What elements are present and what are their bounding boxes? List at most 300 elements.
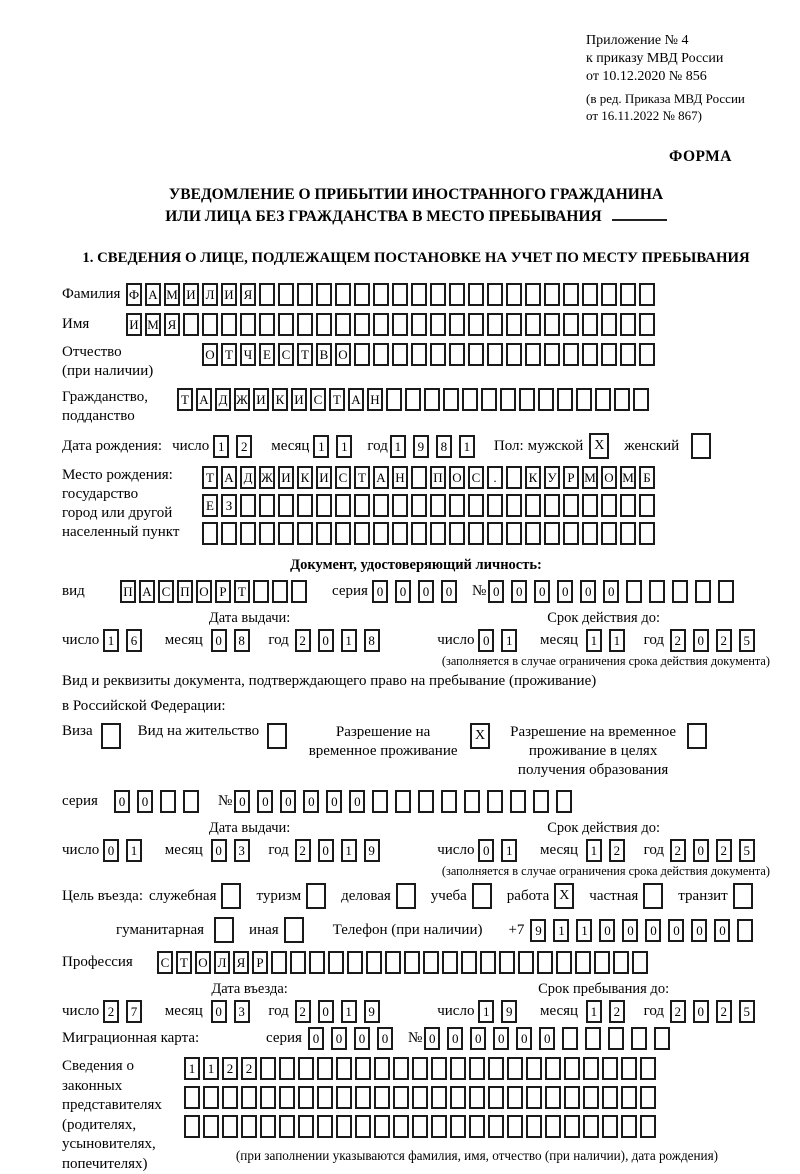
char-cell[interactable]: И [278,466,294,489]
purpose-work-checkbox[interactable] [554,883,577,909]
char-cell[interactable] [564,1115,580,1138]
char-cell[interactable] [335,313,351,336]
char-cell[interactable] [626,580,642,603]
char-cell[interactable]: 2 [295,839,311,862]
char-cell[interactable]: М [582,466,598,489]
char-cell[interactable] [259,522,275,545]
char-cell[interactable] [355,1086,371,1109]
char-cell[interactable] [582,313,598,336]
char-cell[interactable]: 0 [557,580,573,603]
entry-year[interactable] [295,1000,387,1023]
char-cell[interactable]: 0 [580,580,596,603]
char-cell[interactable]: 1 [459,435,475,458]
char-cell[interactable] [297,283,313,306]
char-cell[interactable]: 2 [295,1000,311,1023]
char-cell[interactable] [601,283,617,306]
option-temp-residence-checkbox[interactable] [470,723,493,749]
surname-field[interactable] [126,283,658,306]
char-cell[interactable] [468,283,484,306]
char-cell[interactable] [241,1086,257,1109]
char-cell[interactable]: 0 [308,1027,324,1050]
char-cell[interactable] [469,1086,485,1109]
char-cell[interactable]: 0 [668,919,684,942]
checkbox-cell[interactable] [687,723,707,749]
checkbox-cell[interactable] [267,723,287,749]
migration-series-field[interactable] [308,1027,400,1050]
iddoc-issued-month[interactable] [211,629,257,652]
char-cell[interactable] [518,951,534,974]
char-cell[interactable] [404,951,420,974]
char-cell[interactable] [449,343,465,366]
staydoc-valid-day[interactable] [478,839,524,862]
phone-field[interactable] [530,919,760,942]
char-cell[interactable] [418,790,434,813]
char-cell[interactable] [431,1115,447,1138]
char-cell[interactable]: Я [164,313,180,336]
option-residence-permit-checkbox[interactable] [267,723,290,749]
char-cell[interactable] [640,1115,656,1138]
checkbox-cell[interactable] [691,433,711,459]
char-cell[interactable] [423,951,439,974]
char-cell[interactable]: 0 [372,580,388,603]
char-cell[interactable]: 8 [364,629,380,652]
char-cell[interactable] [431,1057,447,1080]
char-cell[interactable]: 0 [424,1027,440,1050]
char-cell[interactable]: 0 [511,580,527,603]
char-cell[interactable] [585,1027,601,1050]
char-cell[interactable] [544,313,560,336]
purpose-study-checkbox[interactable] [472,883,495,909]
char-cell[interactable] [298,1086,314,1109]
char-cell[interactable] [240,494,256,517]
char-cell[interactable] [221,313,237,336]
char-cell[interactable] [222,1086,238,1109]
char-cell[interactable]: 2 [716,839,732,862]
char-cell[interactable]: 5 [739,1000,755,1023]
char-cell[interactable]: С [310,388,326,411]
char-cell[interactable]: 1 [576,919,592,942]
char-cell[interactable] [620,313,636,336]
citizenship-field[interactable] [177,388,652,411]
char-cell[interactable]: 2 [609,839,625,862]
char-cell[interactable] [430,522,446,545]
char-cell[interactable] [620,343,636,366]
char-cell[interactable] [183,790,199,813]
char-cell[interactable] [621,1086,637,1109]
char-cell[interactable] [385,951,401,974]
staydoc-valid-month[interactable] [586,839,632,862]
char-cell[interactable] [488,1086,504,1109]
char-cell[interactable] [183,313,199,336]
char-cell[interactable] [222,1115,238,1138]
char-cell[interactable] [317,1086,333,1109]
char-cell[interactable] [556,951,572,974]
char-cell[interactable]: 1 [341,1000,357,1023]
char-cell[interactable]: Т [221,343,237,366]
char-cell[interactable]: 2 [236,435,252,458]
char-cell[interactable]: О [195,951,211,974]
char-cell[interactable]: Е [202,494,218,517]
char-cell[interactable]: 1 [609,629,625,652]
char-cell[interactable]: И [126,313,142,336]
char-cell[interactable] [354,343,370,366]
char-cell[interactable] [575,951,591,974]
char-cell[interactable]: 0 [318,1000,334,1023]
char-cell[interactable]: 2 [670,1000,686,1023]
char-cell[interactable] [639,343,655,366]
char-cell[interactable] [373,313,389,336]
char-cell[interactable]: С [278,343,294,366]
char-cell[interactable] [395,790,411,813]
char-cell[interactable]: П [120,580,136,603]
char-cell[interactable] [544,494,560,517]
char-cell[interactable] [510,790,526,813]
char-cell[interactable]: 9 [364,839,380,862]
char-cell[interactable] [354,313,370,336]
legal-field-row1[interactable] [184,1057,659,1080]
char-cell[interactable] [430,343,446,366]
char-cell[interactable]: 3 [234,839,250,862]
char-cell[interactable] [608,1027,624,1050]
char-cell[interactable]: Ж [259,466,275,489]
char-cell[interactable] [336,1086,352,1109]
char-cell[interactable]: К [525,466,541,489]
char-cell[interactable]: Д [240,466,256,489]
char-cell[interactable] [392,343,408,366]
char-cell[interactable] [506,343,522,366]
char-cell[interactable] [582,283,598,306]
checkbox-cell[interactable] [643,883,663,909]
char-cell[interactable]: Р [215,580,231,603]
char-cell[interactable] [441,790,457,813]
char-cell[interactable]: М [164,283,180,306]
char-cell[interactable]: А [348,388,364,411]
purpose-commercial-checkbox[interactable] [396,883,419,909]
char-cell[interactable] [563,343,579,366]
char-cell[interactable] [271,951,287,974]
char-cell[interactable] [449,522,465,545]
char-cell[interactable] [392,522,408,545]
char-cell[interactable]: Д [215,388,231,411]
char-cell[interactable] [639,283,655,306]
char-cell[interactable] [640,1057,656,1080]
char-cell[interactable] [298,1057,314,1080]
char-cell[interactable] [538,388,554,411]
char-cell[interactable] [366,951,382,974]
purpose-tourism-checkbox[interactable] [306,883,329,909]
char-cell[interactable] [373,494,389,517]
char-cell[interactable] [718,580,734,603]
char-cell[interactable]: 1 [341,629,357,652]
char-cell[interactable]: 0 [318,629,334,652]
char-cell[interactable]: М [620,466,636,489]
char-cell[interactable] [386,388,402,411]
char-cell[interactable]: 0 [478,629,494,652]
char-cell[interactable] [412,1086,428,1109]
char-cell[interactable]: 9 [364,1000,380,1023]
char-cell[interactable] [632,951,648,974]
char-cell[interactable]: К [272,388,288,411]
char-cell[interactable] [533,790,549,813]
sex-female-checkbox[interactable] [691,433,714,459]
char-cell[interactable]: С [158,580,174,603]
char-cell[interactable] [253,580,269,603]
char-cell[interactable] [500,388,516,411]
char-cell[interactable]: 8 [436,435,452,458]
checkbox-cell[interactable] [472,883,492,909]
char-cell[interactable]: 1 [126,839,142,862]
char-cell[interactable]: Н [392,466,408,489]
char-cell[interactable]: Л [202,283,218,306]
iddoc-valid-day[interactable] [478,629,524,652]
char-cell[interactable]: 1 [390,435,406,458]
char-cell[interactable]: А [145,283,161,306]
char-cell[interactable] [430,313,446,336]
entry-day[interactable] [103,1000,149,1023]
char-cell[interactable] [594,951,610,974]
char-cell[interactable] [620,494,636,517]
char-cell[interactable] [184,1115,200,1138]
char-cell[interactable] [737,919,753,942]
char-cell[interactable] [309,951,325,974]
char-cell[interactable] [480,951,496,974]
char-cell[interactable] [354,522,370,545]
char-cell[interactable] [291,580,307,603]
char-cell[interactable] [464,790,480,813]
char-cell[interactable] [336,1057,352,1080]
checkbox-cell[interactable]: X [554,883,574,909]
char-cell[interactable]: Б [639,466,655,489]
char-cell[interactable] [582,522,598,545]
char-cell[interactable] [601,494,617,517]
char-cell[interactable]: А [196,388,212,411]
char-cell[interactable] [393,1115,409,1138]
char-cell[interactable]: Я [240,283,256,306]
char-cell[interactable] [649,580,665,603]
char-cell[interactable]: 2 [295,629,311,652]
char-cell[interactable] [317,1057,333,1080]
purpose-humanitarian-checkbox[interactable] [214,917,237,943]
char-cell[interactable] [430,283,446,306]
birth-year-field[interactable] [390,435,482,458]
char-cell[interactable]: Ж [234,388,250,411]
stay-month[interactable] [586,1000,632,1023]
checkbox-cell[interactable] [101,723,121,749]
purpose-business-checkbox[interactable] [221,883,244,909]
char-cell[interactable] [374,1057,390,1080]
char-cell[interactable]: Н [367,388,383,411]
staydoc-number-field[interactable] [234,790,579,813]
char-cell[interactable] [468,522,484,545]
char-cell[interactable] [278,522,294,545]
char-cell[interactable] [582,494,598,517]
char-cell[interactable]: 0 [470,1027,486,1050]
char-cell[interactable] [450,1057,466,1080]
char-cell[interactable] [525,522,541,545]
char-cell[interactable] [640,1086,656,1109]
char-cell[interactable]: О [335,343,351,366]
char-cell[interactable] [639,522,655,545]
char-cell[interactable] [290,951,306,974]
char-cell[interactable] [241,1115,257,1138]
char-cell[interactable]: 9 [501,1000,517,1023]
char-cell[interactable]: 0 [714,919,730,942]
purpose-transit-checkbox[interactable] [733,883,756,909]
iddoc-type-field[interactable] [120,580,310,603]
char-cell[interactable]: С [157,951,173,974]
char-cell[interactable] [335,522,351,545]
char-cell[interactable] [525,313,541,336]
iddoc-issued-year[interactable] [295,629,387,652]
option-visa-checkbox[interactable] [101,723,124,749]
char-cell[interactable] [442,951,458,974]
char-cell[interactable]: 1 [213,435,229,458]
char-cell[interactable] [347,951,363,974]
char-cell[interactable]: 1 [313,435,329,458]
char-cell[interactable] [405,388,421,411]
char-cell[interactable]: 1 [586,1000,602,1023]
char-cell[interactable] [564,1057,580,1080]
char-cell[interactable]: 0 [257,790,273,813]
char-cell[interactable] [487,283,503,306]
char-cell[interactable] [601,343,617,366]
char-cell[interactable]: 0 [539,1027,555,1050]
checkbox-cell[interactable] [396,883,416,909]
char-cell[interactable] [602,1115,618,1138]
char-cell[interactable]: 1 [341,839,357,862]
char-cell[interactable]: А [373,466,389,489]
char-cell[interactable] [184,1086,200,1109]
char-cell[interactable] [601,522,617,545]
char-cell[interactable] [372,790,388,813]
char-cell[interactable] [412,1057,428,1080]
char-cell[interactable] [278,313,294,336]
char-cell[interactable]: 0 [377,1027,393,1050]
char-cell[interactable]: 5 [739,839,755,862]
staydoc-issued-day[interactable] [103,839,149,862]
char-cell[interactable]: 2 [222,1057,238,1080]
char-cell[interactable] [525,283,541,306]
char-cell[interactable]: О [196,580,212,603]
purpose-other-checkbox[interactable] [284,917,307,943]
char-cell[interactable] [259,313,275,336]
char-cell[interactable] [430,494,446,517]
char-cell[interactable]: М [145,313,161,336]
birth-day-field[interactable] [213,435,259,458]
char-cell[interactable]: 3 [234,1000,250,1023]
char-cell[interactable] [563,494,579,517]
char-cell[interactable] [392,283,408,306]
char-cell[interactable] [449,283,465,306]
stay-year[interactable] [670,1000,762,1023]
char-cell[interactable]: О [601,466,617,489]
char-cell[interactable]: 1 [586,839,602,862]
char-cell[interactable] [526,1115,542,1138]
char-cell[interactable]: 2 [670,629,686,652]
char-cell[interactable] [240,313,256,336]
char-cell[interactable] [639,494,655,517]
char-cell[interactable] [355,1057,371,1080]
char-cell[interactable] [297,494,313,517]
char-cell[interactable] [393,1086,409,1109]
char-cell[interactable]: 9 [413,435,429,458]
char-cell[interactable] [621,1115,637,1138]
char-cell[interactable] [450,1086,466,1109]
char-cell[interactable]: Р [563,466,579,489]
char-cell[interactable] [411,522,427,545]
char-cell[interactable] [469,1057,485,1080]
char-cell[interactable]: 0 [622,919,638,942]
char-cell[interactable]: С [468,466,484,489]
char-cell[interactable]: 1 [184,1057,200,1080]
char-cell[interactable]: 0 [447,1027,463,1050]
birth-month-field[interactable] [313,435,359,458]
char-cell[interactable] [279,1057,295,1080]
char-cell[interactable]: Т [177,388,193,411]
char-cell[interactable] [202,522,218,545]
char-cell[interactable] [487,313,503,336]
char-cell[interactable] [583,1115,599,1138]
iddoc-number-field[interactable] [488,580,741,603]
entry-month[interactable] [211,1000,257,1023]
char-cell[interactable] [279,1086,295,1109]
char-cell[interactable]: З [221,494,237,517]
char-cell[interactable] [462,388,478,411]
char-cell[interactable] [545,1115,561,1138]
char-cell[interactable] [620,283,636,306]
firstname-field[interactable] [126,313,658,336]
char-cell[interactable]: 0 [693,1000,709,1023]
sex-male-checkbox[interactable] [589,433,612,459]
char-cell[interactable]: Т [176,951,192,974]
char-cell[interactable] [411,313,427,336]
char-cell[interactable] [672,580,688,603]
char-cell[interactable]: 0 [280,790,296,813]
char-cell[interactable] [499,951,515,974]
char-cell[interactable]: 0 [534,580,550,603]
char-cell[interactable]: К [297,466,313,489]
char-cell[interactable] [506,313,522,336]
char-cell[interactable]: Е [259,343,275,366]
char-cell[interactable] [449,313,465,336]
char-cell[interactable]: И [291,388,307,411]
char-cell[interactable]: Т [329,388,345,411]
char-cell[interactable]: 6 [126,629,142,652]
char-cell[interactable] [544,343,560,366]
char-cell[interactable]: 1 [103,629,119,652]
char-cell[interactable] [355,1115,371,1138]
iddoc-issued-day[interactable] [103,629,149,652]
char-cell[interactable]: Р [252,951,268,974]
char-cell[interactable] [654,1027,670,1050]
char-cell[interactable] [424,388,440,411]
char-cell[interactable]: 0 [211,839,227,862]
char-cell[interactable] [602,1086,618,1109]
char-cell[interactable]: И [316,466,332,489]
char-cell[interactable] [374,1115,390,1138]
char-cell[interactable] [506,283,522,306]
char-cell[interactable] [259,283,275,306]
char-cell[interactable] [260,1115,276,1138]
legal-field-row3[interactable] [184,1115,659,1138]
char-cell[interactable] [576,388,592,411]
checkbox-cell[interactable] [306,883,326,909]
char-cell[interactable] [335,283,351,306]
char-cell[interactable] [160,790,176,813]
char-cell[interactable]: Т [234,580,250,603]
iddoc-series-field[interactable] [372,580,464,603]
char-cell[interactable]: 0 [137,790,153,813]
